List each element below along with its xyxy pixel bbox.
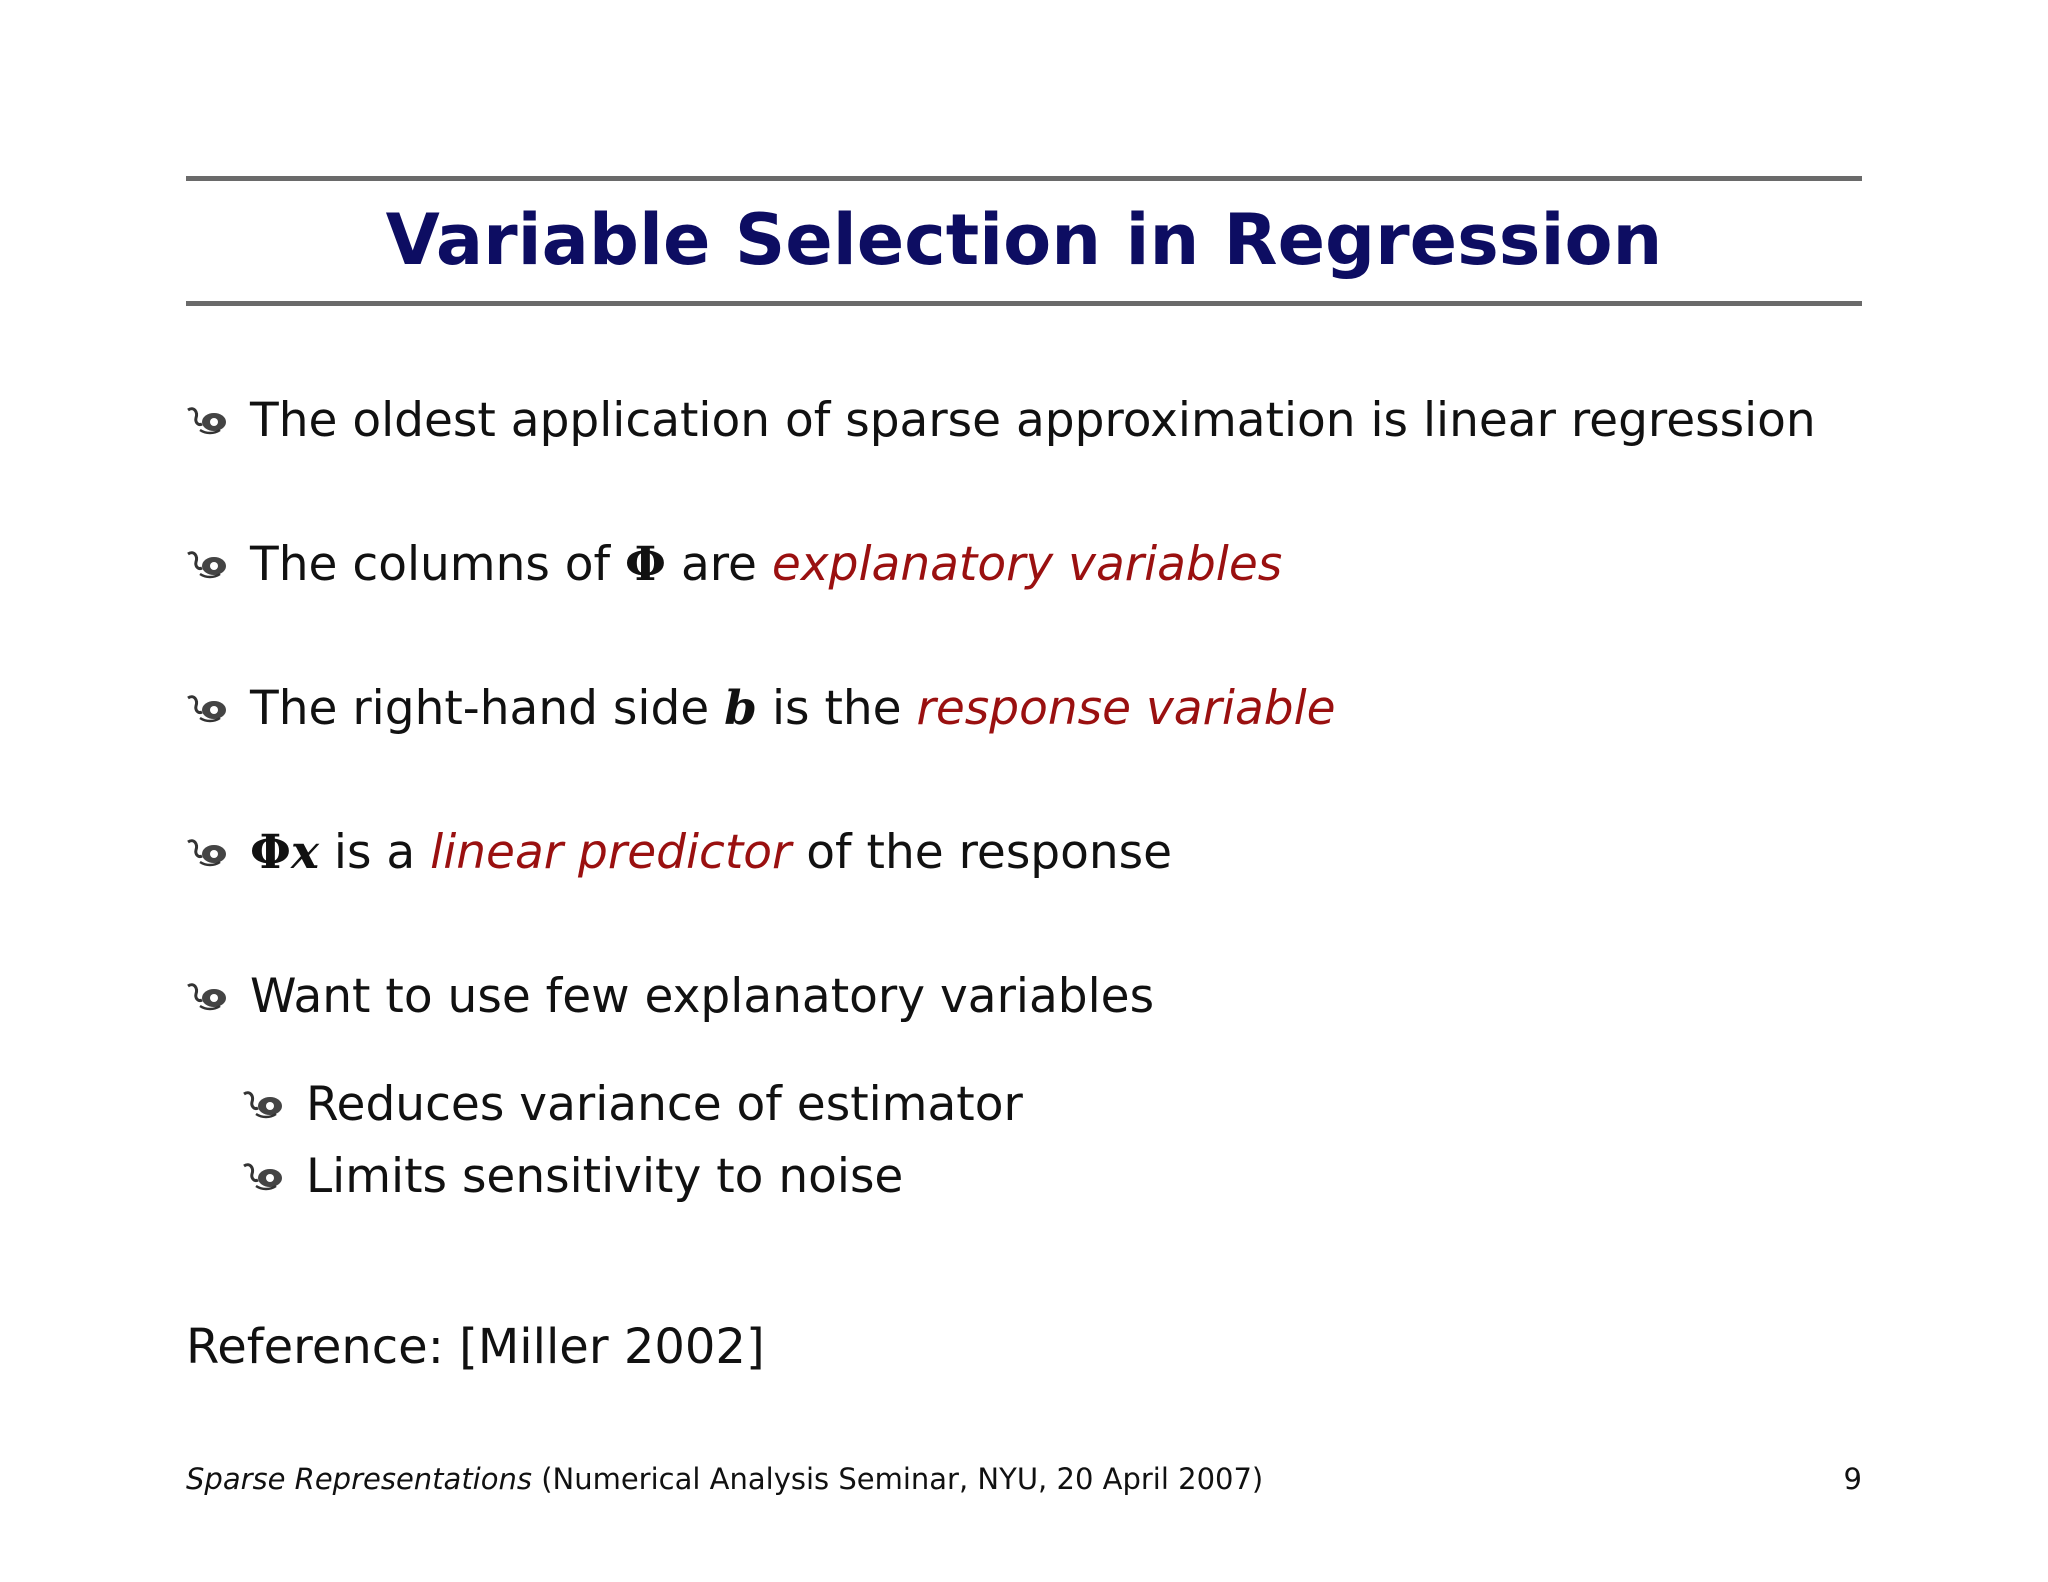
emphasis-text: explanatory variables	[771, 537, 1283, 592]
fleuron-icon	[186, 544, 230, 584]
sub-bullet-text: Limits sensitivity to noise	[306, 1149, 904, 1204]
emphasis-text: linear predictor	[430, 825, 792, 880]
footer-title: Sparse Representations	[186, 1462, 532, 1496]
math-phi: Φ	[250, 825, 291, 880]
fleuron-icon	[186, 688, 230, 728]
sub-bullet-text: Reduces variance of estimator	[306, 1077, 1023, 1132]
bullet-item	[186, 389, 1816, 453]
bullet-text: of the response	[791, 825, 1173, 880]
title-rule-top	[186, 176, 1862, 181]
bullet-text: is a	[318, 825, 431, 880]
fleuron-icon	[242, 1084, 286, 1124]
bullet-item	[186, 821, 1172, 885]
slide-title: Variable Selection in Regression	[385, 199, 1663, 281]
bullet-text: are	[666, 537, 772, 592]
bullet-item	[186, 965, 1154, 1029]
fleuron-icon	[186, 976, 230, 1016]
bullet-item	[186, 533, 1282, 597]
bullet-text: The right-hand side	[250, 681, 725, 736]
sub-bullet-item	[242, 1073, 1023, 1137]
sub-bullet-item	[242, 1145, 903, 1209]
math-x: x	[290, 825, 319, 880]
fleuron-icon	[242, 1156, 286, 1196]
fleuron-icon	[186, 832, 230, 872]
page-number: 9	[1843, 1462, 1862, 1496]
bullet-text: Want to use few explanatory variables	[250, 969, 1155, 1024]
reference-text: Reference: [Miller 2002]	[186, 1319, 765, 1375]
math-b: b	[724, 681, 758, 736]
title-rule-bottom	[186, 301, 1862, 306]
bullet-item	[186, 677, 1336, 741]
fleuron-icon	[186, 400, 230, 440]
footer	[186, 1458, 1263, 1500]
bullet-text: is the	[757, 681, 917, 736]
footer-venue: (Numerical Analysis Seminar, NYU, 20 April 2007)	[531, 1462, 1264, 1496]
math-phi: Φ	[625, 537, 666, 592]
bullet-text: The columns of	[250, 537, 626, 592]
emphasis-text: response variable	[916, 681, 1336, 736]
bullet-text: The oldest application of sparse approximation is linear regression	[250, 393, 1816, 448]
